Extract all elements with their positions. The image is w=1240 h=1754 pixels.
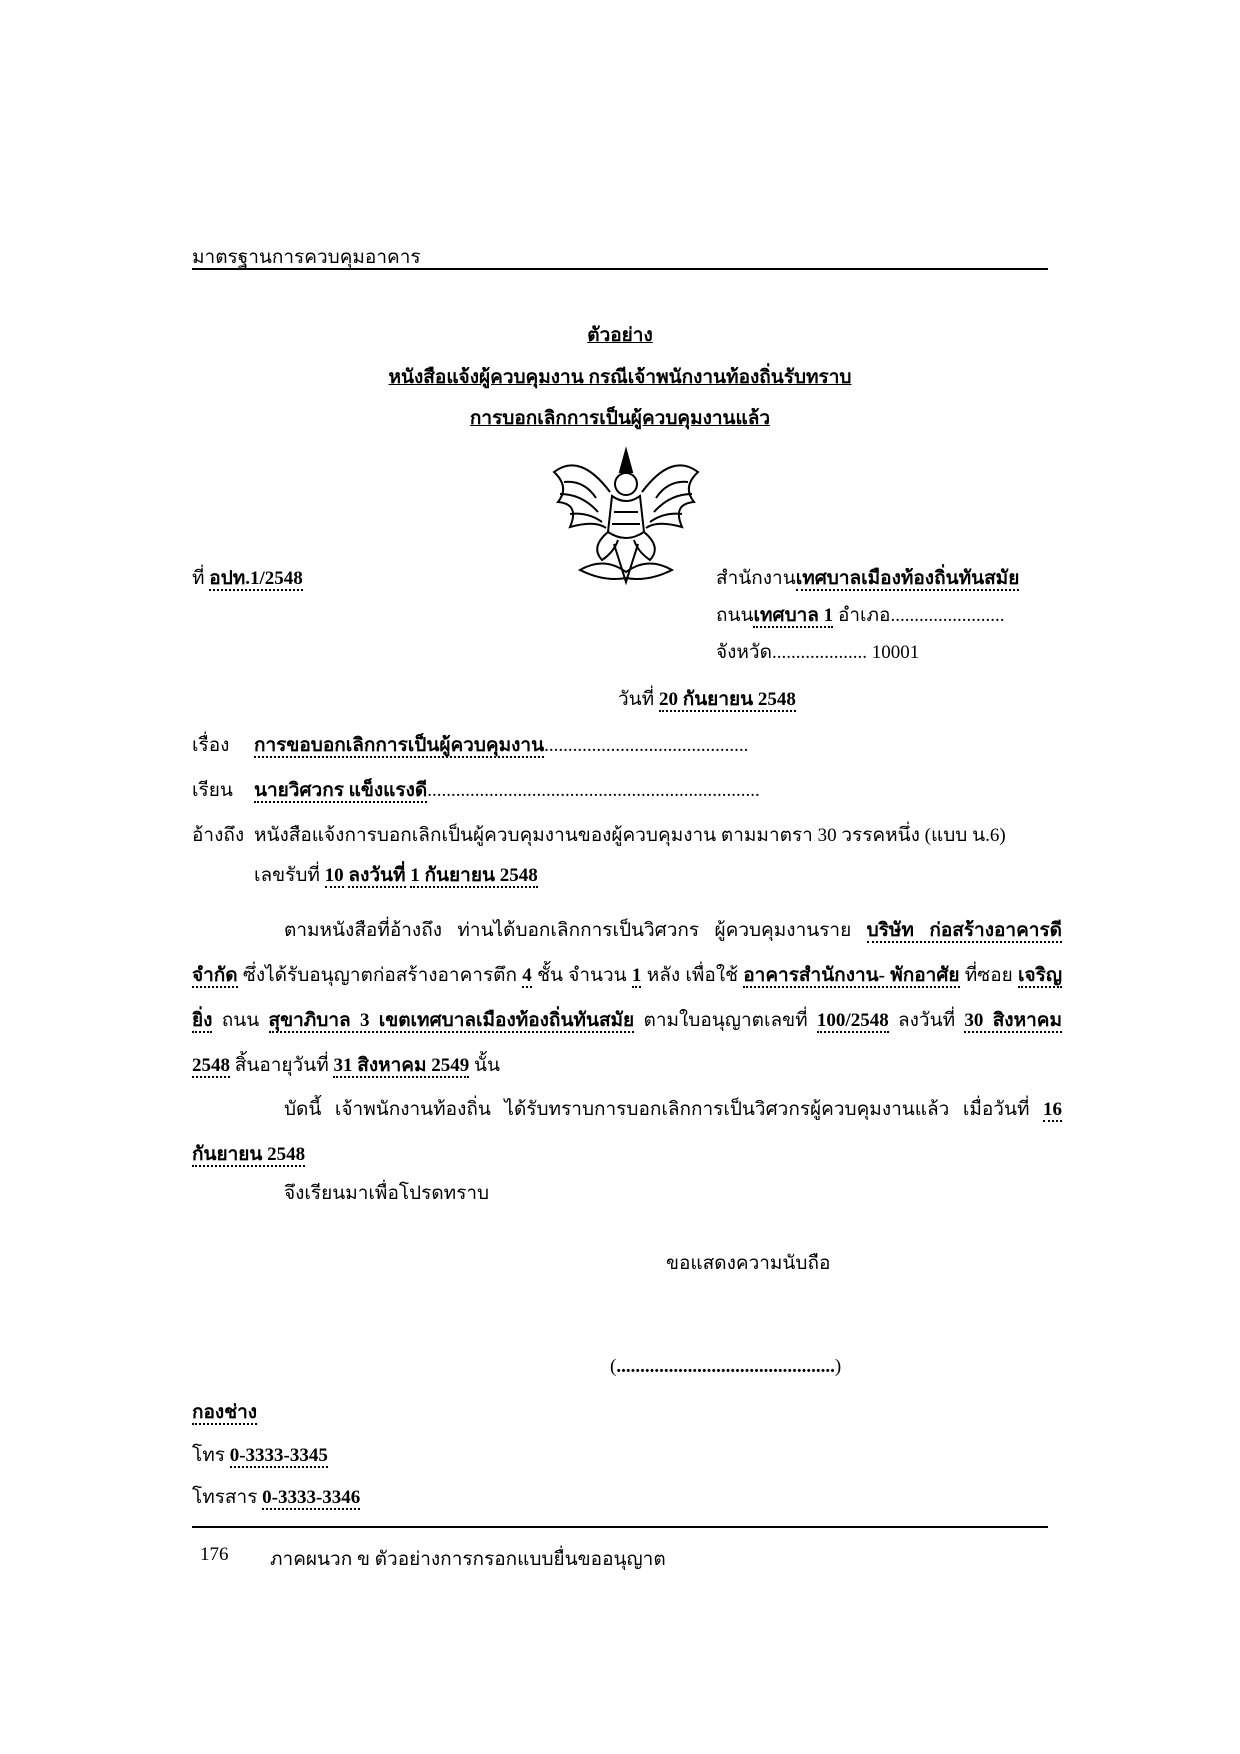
body-paragraph-1: ตามหนังสือที่อ้างถึง ท่านได้บอกเลิกการเป็นวิศวกร ผู้ควบคุมงานราย บริษัท ก่อสร้างอาคารดี จำกัด ซึ่งได้รับอนุญาตก่อสร้างอาคารตึก 4 ชั้น จำนวน 1 หลัง เพื่อใช้ อาคารสำนักงาน- พักอาศัย ที่ซอย เจริญยิ่ง ถนน สุขาภิบาล 3 เขตเทศบาลเมืองท้องถิ่นทันสมัย ตามใบอนุญาตเลขที่ 100/2548 ลงวันที่ 30 สิงหาคม 2548 สิ้นอายุวันที่ 31 สิงหาคม 2549 นั้น (192, 920, 1063, 1076)
page-number: 176 (200, 1544, 229, 1565)
title-line3: การบอกเลิกการเป็นผู้ควบคุมงานแล้ว (469, 408, 771, 429)
company-name: บริษัท ก่อสร้างอาคารดี จำกัด (192, 920, 1063, 986)
ack-date: 16 กันยายน 2548 (192, 1099, 1062, 1165)
running-header: มาตรฐานการควบคุมอาคาร (192, 247, 421, 268)
office-name: เทศบาลเมืองท้องถิ่นทันสมัย (795, 568, 1020, 589)
phone-line: โทร 0-3333-3345 (192, 1445, 328, 1466)
reference-line: อ้างถึง หนังสือแจ้งการบอกเลิกเป็นผู้ควบคุมงานของผู้ควบคุมงาน ตามมาตรา 30 วรรคหนึ่ง (แบบ น.6) (192, 825, 1006, 846)
permit-number: 100/2548 (816, 1010, 889, 1031)
office-road-line: ถนนเทศบาล 1 อำเภอ........................ (716, 605, 1005, 626)
subject-value: การขอบอกเลิกการเป็นผู้ควบคุมงาน (254, 735, 545, 756)
office-road: เทศบาล 1 (753, 605, 834, 626)
building-count: 1 (631, 965, 642, 986)
garuda-emblem-icon (540, 432, 712, 592)
title-line1: ตัวอย่าง (587, 325, 653, 346)
phone-number: 0-3333-3345 (229, 1445, 328, 1466)
office-line: สำนักงานเทศบาลเมืองท้องถิ่นทันสมัย (716, 568, 1020, 589)
office-postcode: 10001 (871, 642, 920, 663)
date-line: วันที่ 20 กันยายน 2548 (618, 689, 796, 710)
footer-text: ภาคผนวก ข ตัวอย่างการกรอกแบบยื่นขออนุญาต (270, 1549, 666, 1570)
header-rule (192, 268, 1048, 270)
received-number: 10 (324, 865, 344, 886)
letter-date: 20 กันยายน 2548 (658, 689, 796, 710)
fax-number: 0-3333-3346 (262, 1487, 361, 1508)
received-date: 1 กันยายน 2548 (410, 865, 538, 886)
title-line2: หนังสือแจ้งผู้ควบคุมงาน กรณีเจ้าพนักงานท้องถิ่นรับทราบ (388, 367, 852, 388)
ref-number: อปท.1/2548 (209, 568, 303, 589)
office-province-line: จังหวัด.................... 10001 (716, 642, 920, 663)
body-paragraph-2: บัดนี้ เจ้าพนักงานท้องถิ่น ได้รับทราบการบอกเลิกการเป็นวิศวกรผู้ควบคุมงานแล้ว เมื่อวันที่ 16 กันยายน 2548 (192, 1099, 1062, 1165)
footer-rule (192, 1526, 1048, 1528)
ref-line: ที่ อปท.1/2548 (192, 568, 303, 589)
to-line: เรียน นายวิศวกร แข็งแรงดี...................................................................... (192, 780, 760, 801)
floor-count: 4 (522, 965, 532, 986)
fax-line: โทรสาร 0-3333-3346 (192, 1487, 361, 1508)
received-line: เลขรับที่ 10 ลงวันที่ 1 กันยายน 2548 (254, 865, 538, 886)
department-name: กองช่าง (192, 1402, 258, 1423)
office-district: ........................ (890, 605, 1005, 626)
closing-text: ขอแสดงความนับถือ (666, 1253, 831, 1274)
signature-line: (..............................................) (610, 1356, 842, 1377)
to-value: นายวิศวกร แข็งแรงดี (254, 780, 428, 801)
road-name: สุขาภิบาล 3 เขตเทศบาลเมืองท้องถิ่นทันสมัย (268, 1010, 635, 1031)
permit-date: 30 สิงหาคม 2548 (192, 1010, 1063, 1076)
building-use: อาคารสำนักงาน- พักอาศัย (743, 965, 960, 986)
subject-line: เรื่อง การขอบอกเลิกการเป็นผู้ควบคุมงาน........................................... (192, 735, 749, 756)
expiry-date: 31 สิงหาคม 2549 (333, 1055, 470, 1076)
body-paragraph-3: จึงเรียนมาเพื่อโปรดทราบ (284, 1183, 490, 1204)
office-province: .................... (771, 642, 867, 663)
soi-name: เจริญยิ่ง (192, 965, 1063, 1031)
